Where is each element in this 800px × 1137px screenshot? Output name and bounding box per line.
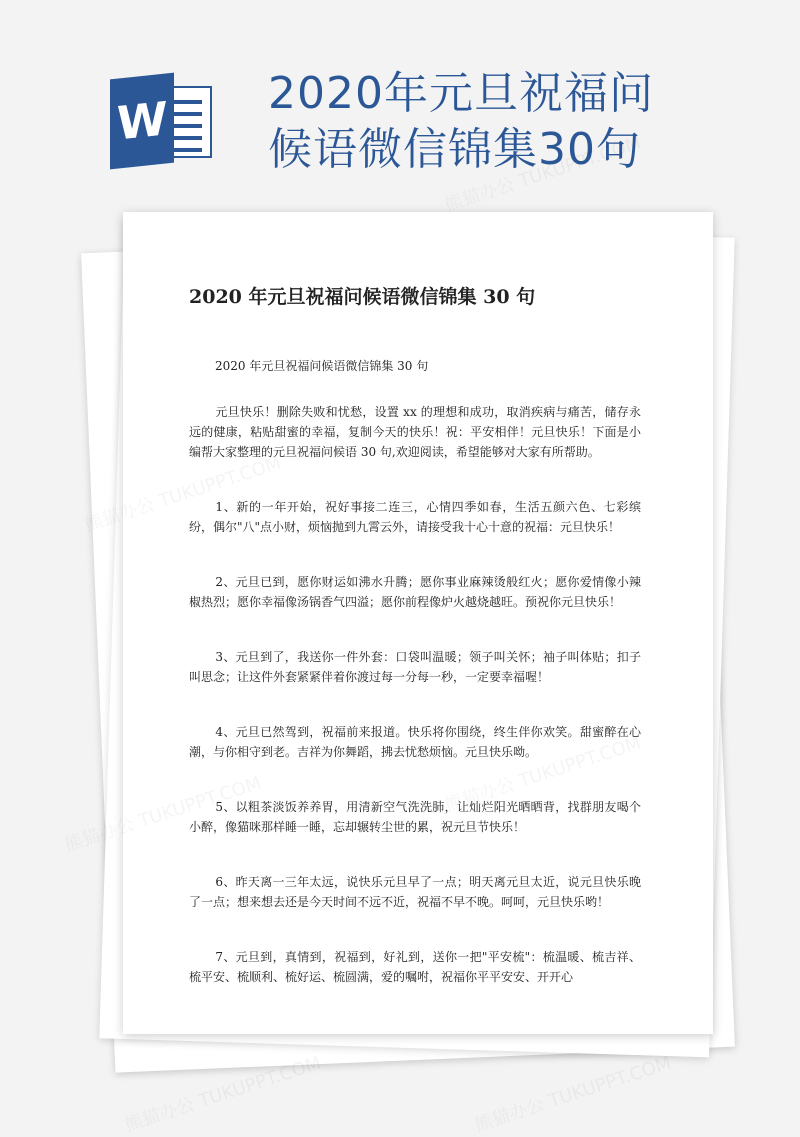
wish-paragraph-7: 7、元旦到，真情到，祝福到，好礼到，送你一把"平安梳"：梳温暖、梳吉祥、梳平安、梳顺利、梳好运、梳圆满，爱的嘱咐，祝福你平平安安、开开心 bbox=[189, 950, 641, 984]
wish-paragraph-2: 2、元旦已到，愿你财运如沸水升腾；愿你事业麻辣烫般红火；愿你爱情像小辣椒热烈；愿你幸福像汤锅香气四溢；愿你前程像炉火越烧越旺。预祝你元旦快乐！ bbox=[189, 575, 641, 609]
wish-paragraph-4: 4、元旦已然驾到，祝福前来报道。快乐将你围绕，终生伴你欢笑。甜蜜醉在心潮，与你相守到老。吉祥为你舞蹈，拂去忧愁烦恼。元旦快乐呦。 bbox=[189, 725, 641, 759]
page-heading: 2020 年元旦祝福问候语微信锦集 30 句 bbox=[189, 286, 536, 308]
document-body bbox=[189, 402, 641, 1022]
document-title: 2020年元旦祝福问候语微信锦集30句 bbox=[268, 68, 654, 175]
wish-paragraph-1: 1、新的一年开始，祝好事接二连三，心情四季如春，生活五颜六色、七彩缤纷，偶尔"八"点小财，烦恼抛到九霄云外，请接受我十心十意的祝福：元旦快乐！ bbox=[189, 500, 641, 534]
document-page bbox=[123, 212, 713, 1034]
wish-paragraph-3: 3、元旦到了，我送你一件外套：口袋叫温暖；领子叫关怀；袖子叫体贴；扣子叫思念；让这件外套紧紧伴着你渡过每一分每一秒，一定要幸福喔！ bbox=[189, 650, 641, 684]
watermark bbox=[471, 1049, 674, 1137]
word-document-icon bbox=[110, 76, 214, 166]
wish-paragraph-5: 5、以粗茶淡饭养养胃，用清新空气洗洗肺，让灿烂阳光晒晒背，找群朋友喝个小醉，像猫咪那样睡一睡，忘却辗转尘世的累，祝元旦节快乐！ bbox=[189, 800, 641, 834]
page-subtitle: 2020 年元旦祝福问候语微信锦集 30 句 bbox=[215, 359, 429, 373]
wish-paragraph-6: 6、昨天离一三年太远，说快乐元旦早了一点；明天离元旦太近，说元旦快乐晚了一点；想来想去还是今天时间不远不近，祝福不早不晚。呵呵，元旦快乐哟！ bbox=[189, 875, 641, 909]
word-letter-w: W bbox=[110, 73, 174, 170]
intro-paragraph: 元旦快乐！删除失败和忧愁，设置 xx 的理想和成功，取消疾病与痛苦，储存永远的健康，粘贴甜蜜的幸福，复制今天的快乐！祝：平安相伴！元旦快乐！下面是小编帮大家整理的元旦祝福问候语 30 句,欢迎阅读，希望能够对大家有所帮助。 bbox=[189, 405, 641, 459]
